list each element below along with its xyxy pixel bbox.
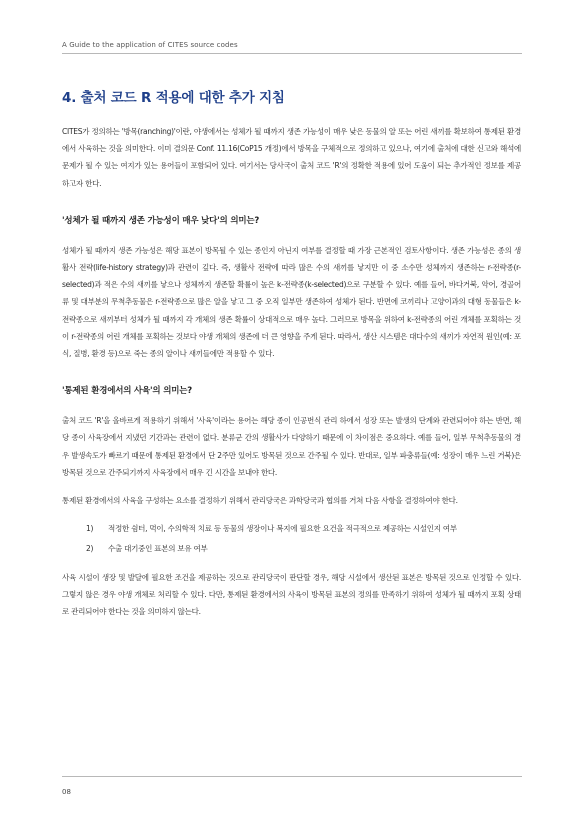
section-title: 4. 출처 코드 R 적용에 대한 추가 지침	[62, 90, 285, 106]
running-header: A Guide to the application of CITES source codes	[62, 41, 238, 49]
header-divider	[62, 53, 522, 54]
list-text: 수출 대기중인 표본의 보유 여부	[108, 544, 208, 554]
body-content	[62, 123, 521, 620]
page-number: 08	[62, 788, 71, 796]
intro-paragraph: CITES가 정의하는 '방목(ranching)'이란, 야생에서는 성체가 될 때까지 생존 가능성이 매우 낮은 동물의 알 또는 어린 새끼를 확보하여 통제된 환경에서 사육하는 것을 의미한다. 이미 결의문 Conf. 11.16(CoP15 개정)에서 방목을 구체적으로 정의하고 있으나, 여기에 출처에 대한 신고와 해석에 문제가 될 수 있는 여지가 있는 용어들이 포함되어 있다. 여기서는 당사국이 출처 코드 'R'의 정확한 적용에 있어 도움이 되는 추가적인 정보를 제공하고자 한다.	[62, 127, 521, 188]
subsection-heading-controlled-environment: '통제된 환경에서의 사육'의 의미는?	[62, 386, 192, 397]
list-text: 적정한 쉼터, 먹이, 수의학적 치료 등 동물의 생장이나 복지에 필요한 요건을 적극적으로 제공하는 시설인지 여부	[108, 524, 457, 534]
subsection-heading-survival: '성체가 될 때까지 생존 가능성이 매우 낮다'의 의미는?	[62, 215, 260, 226]
survival-paragraph: 성체가 될 때까지 생존 가능성은 해당 표본이 방목될 수 있는 종인지 아닌지 여부를 결정할 때 가장 근본적인 검토사항이다. 생존 가능성은 종의 생활사 전략(life-history strategy)과 관련이 깊다. 즉, 생활사 전략에 따라 많은 수의 새끼를 낳지만 이 중 소수만 성체까지 생존하는 r-전략종(r-selected)과 적은 수의 새끼를 낳으나 성체까지 생존할 확률이 높은 k-전략종(k-selected)으로 구분할 수 있다. 예를 들어, 바다거북, 악어, 경골어류 및 대부분의 무척추동물은 r-전략종으로 많은 알을 낳고 그 중 오직 일부만 생존하여 성체가 된다. 반면에 코끼리나 고양이과의 대형 동물들은 k-전략종으로 새끼부터 성체가 될 때까지 각 개체의 생존 확률이 상대적으로 매우 높다. 그러므로 방목을 위하여 k-전략종의 어린 개체를 포획하는 것이 r-전략종의 어린 개체를 포획하는 것보다 야생 개체의 생존에 더 큰 영향을 주게 된다. 따라서, 생산 시스템은 대다수의 새끼가 자연적 원인(예: 포식, 질병, 환경 등)으로 죽는 종의 알이나 새끼들에만 적용할 수 있다.	[62, 245, 521, 359]
conclusion-paragraph: 사육 시설이 생장 및 발달에 필요한 조건을 제공하는 것으로 관리당국이 판단할 경우, 해당 시설에서 생산된 표본은 방목된 것으로 인정할 수 있다. 그렇지 않은 경우 야생 개체로 처리할 수 있다. 다만, 통제된 환경에서의 사육이 방목된 표본의 정의를 만족하기 위하여 성체가 될 때까지 포획 상태로 관리되어야 한다는 것을 의미하지 않는다.	[62, 572, 521, 617]
footer-divider	[62, 776, 522, 777]
controlled-environment-paragraph: 출처 코드 'R'을 올바르게 적용하기 위해서 '사육'이라는 용어는 해당 종이 인공번식 관리 하에서 성장 또는 발생의 단계와 관련되어야 하는 반면, 해당 종이 사육장에서 지냈던 기간과는 관련이 없다. 분류군 간의 생활사가 다양하기 때문에 이 차이점은 중요하다. 예를 들어, 일부 무척추동물의 경우 발생속도가 빠르기 때문에 통제된 환경에서 단 2주만 있어도 방목된 것으로 간주될 수 있다. 반대로, 일부 파충류들(예: 성장이 매우 느린 거북)은 방목된 것으로 간주되기까지 사육장에서 매우 긴 시간을 보내야 한다.	[62, 416, 521, 477]
criteria-intro-paragraph: 통제된 환경에서의 사육을 구성하는 요소를 결정하기 위해서 관리당국은 과학당국과 협의를 거쳐 다음 사항을 결정하여야 한다.	[62, 496, 458, 506]
list-number: 2)	[86, 544, 94, 554]
list-number: 1)	[86, 524, 94, 534]
criteria-list-item	[62, 540, 521, 557]
criteria-list-item	[62, 520, 521, 537]
